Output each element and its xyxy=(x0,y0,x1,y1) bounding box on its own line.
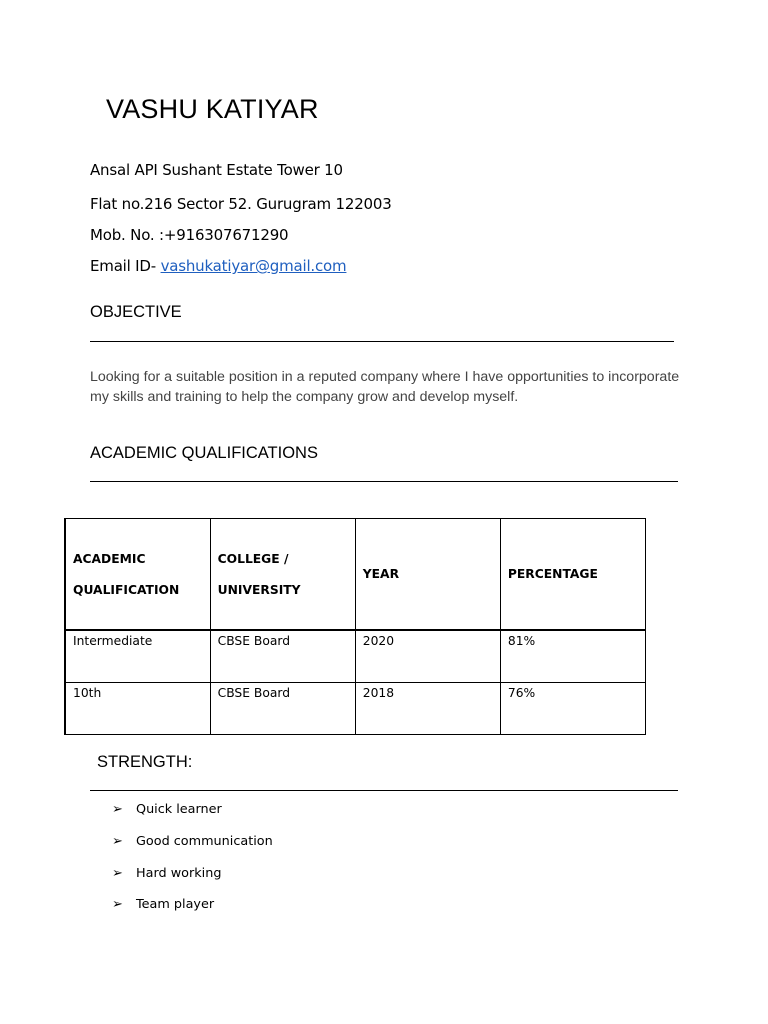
list-item-label: Good communication xyxy=(136,833,273,849)
mobile-number: Mob. No. :+916307671290 xyxy=(90,226,289,244)
table-row xyxy=(65,630,646,683)
objective-text: Looking for a suitable position in a reputed company where I have opportunities to incorporate my skills and training to help the company grow and develop myself. xyxy=(90,369,680,405)
arrow-bullet-icon: ➢ xyxy=(112,802,123,817)
table-cell: 76% xyxy=(500,683,645,735)
list-item-label: Hard working xyxy=(136,865,222,881)
table-cell: 2018 xyxy=(355,683,500,735)
arrow-bullet-icon: ➢ xyxy=(112,833,123,849)
address-line-2: Flat no.216 Sector 52. Gurugram 122003 xyxy=(90,195,392,213)
objective-heading: OBJECTIVE xyxy=(90,303,182,321)
column-header-line: PERCENTAGE xyxy=(507,567,598,581)
column-header xyxy=(210,519,355,631)
address-line-1: Ansal API Sushant Estate Tower 10 xyxy=(90,161,343,179)
table-cell: CBSE Board xyxy=(210,683,355,735)
email-label: Email ID- xyxy=(90,257,156,275)
objective-divider xyxy=(90,341,674,342)
column-header-line: ACADEMIC xyxy=(73,551,146,566)
qualifications-table xyxy=(64,518,646,735)
list-item-label: Team player xyxy=(136,897,215,913)
column-header-line: UNIVERSITY xyxy=(217,582,301,597)
table-header-row xyxy=(65,519,646,631)
table-cell: Intermediate xyxy=(65,630,210,683)
list-item-label: Quick learner xyxy=(136,802,222,817)
column-header-line: YEAR xyxy=(362,567,400,581)
strength-list xyxy=(112,802,273,929)
column-header xyxy=(500,519,645,631)
table-cell: 2020 xyxy=(355,630,500,683)
column-header xyxy=(355,519,500,631)
email-row xyxy=(90,257,346,275)
academic-divider xyxy=(90,481,678,482)
column-header-line: QUALIFICATION xyxy=(73,582,180,597)
strength-heading: STRENGTH: xyxy=(97,753,193,771)
table-row xyxy=(65,683,646,735)
candidate-name: VASHU KATIYAR xyxy=(106,94,319,124)
column-header xyxy=(65,519,210,631)
arrow-bullet-icon: ➢ xyxy=(112,897,123,913)
strength-divider xyxy=(90,790,678,791)
list-item xyxy=(112,802,273,834)
table-cell: CBSE Board xyxy=(210,630,355,683)
email-link[interactable]: vashukatiyar@gmail.com xyxy=(160,257,347,275)
arrow-bullet-icon: ➢ xyxy=(112,865,123,881)
table-cell: 10th xyxy=(65,683,210,735)
academic-heading: ACADEMIC QUALIFICATIONS xyxy=(90,444,318,462)
list-item xyxy=(112,834,273,866)
list-item xyxy=(112,897,273,929)
list-item xyxy=(112,866,273,898)
table-cell: 81% xyxy=(500,630,645,683)
column-header-line: COLLEGE / xyxy=(217,551,289,566)
